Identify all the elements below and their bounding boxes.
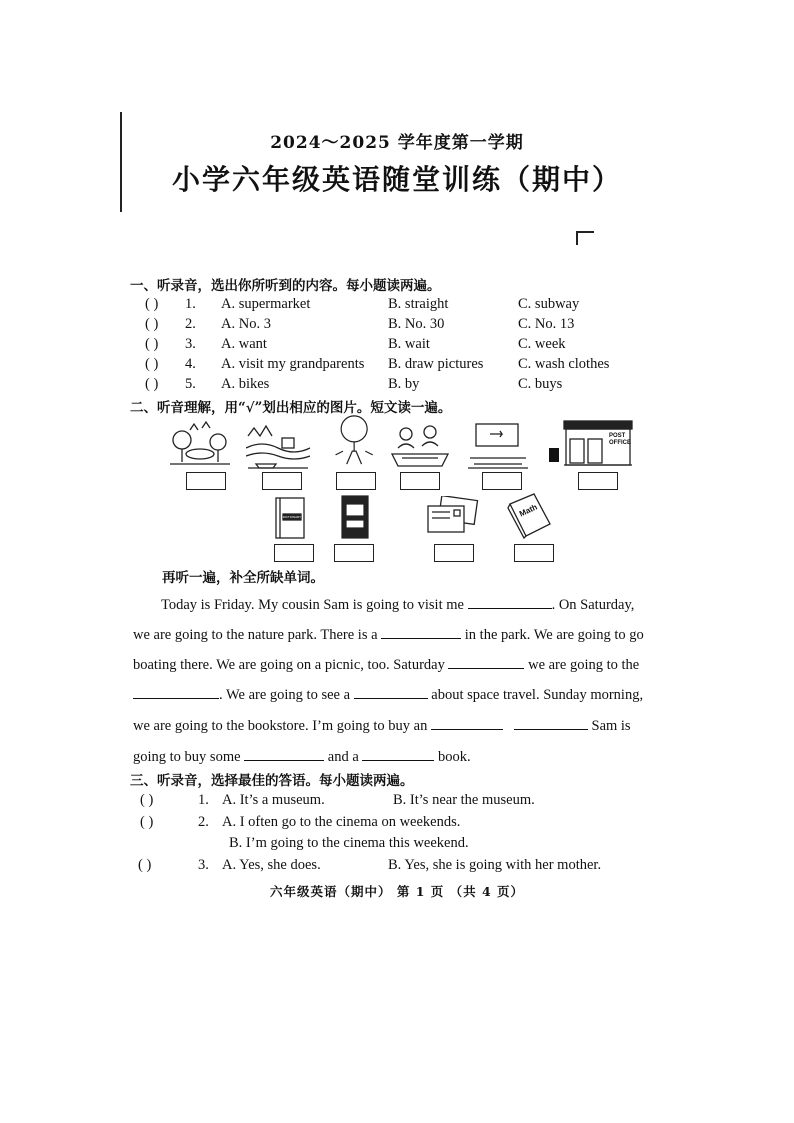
question-number: 3.: [198, 857, 209, 873]
option-b: B. I’m going to the cinema this weekend.: [229, 835, 469, 851]
option-c: C. subway: [518, 296, 580, 312]
cinema-screen-picture: [466, 418, 530, 470]
s1-question-4: [0, 356, 794, 376]
option-a: A. supermarket: [221, 296, 311, 312]
passage-text: Today is Friday. My cousin Sam is going to visit me: [161, 597, 464, 613]
answer-box[interactable]: [400, 472, 440, 490]
passage-line-6: [133, 747, 655, 767]
office-label: OFFICE: [609, 440, 631, 446]
passage-line-5: [133, 716, 655, 736]
comic-book-picture: [340, 494, 370, 540]
option-a: A. I often go to the cinema on weekends.: [222, 814, 461, 830]
answer-paren[interactable]: ( ): [145, 316, 159, 332]
s1-question-3: [0, 336, 794, 356]
passage-line-1: [161, 595, 655, 615]
option-b: B. wait: [388, 336, 430, 352]
tree-path-picture: [324, 414, 388, 466]
passage-text: boating there. We are going on a picnic, too. Saturday: [133, 657, 445, 673]
fill-blank[interactable]: [431, 716, 503, 730]
question-number: 5.: [185, 376, 196, 392]
option-b: B. straight: [388, 296, 449, 312]
section3-title: 三、听录音，选择最佳的答语。每小题读两遍。: [130, 773, 414, 789]
passage-text: going to buy some: [133, 749, 241, 765]
passage-text: about space travel. Sunday morning,: [431, 687, 644, 703]
passage-text: in the park. We are going to go: [464, 627, 644, 643]
fill-blank[interactable]: [381, 625, 461, 639]
answer-box[interactable]: [434, 544, 474, 562]
math-label: Math: [517, 502, 539, 519]
option-a: A. It’s a museum.: [222, 792, 325, 808]
option-b: B. It’s near the museum.: [393, 792, 535, 808]
answer-box[interactable]: [334, 544, 374, 562]
fill-blank[interactable]: [448, 655, 524, 669]
s3-question-2: [0, 814, 794, 834]
answer-box[interactable]: [578, 472, 618, 490]
passage-text: Sam is: [591, 718, 631, 734]
fill-blank[interactable]: [514, 716, 588, 730]
question-number: 4.: [185, 356, 196, 372]
fill-blank[interactable]: [133, 685, 219, 699]
question-number: 1.: [198, 792, 209, 808]
postcards-picture: [426, 496, 480, 540]
option-b: B. Yes, she is going with her mother.: [388, 857, 602, 873]
answer-box[interactable]: [482, 472, 522, 490]
picnic-picture: [388, 418, 452, 470]
answer-paren[interactable]: ( ): [145, 376, 159, 392]
post-office-sign: [609, 433, 631, 447]
option-c: C. buys: [518, 376, 563, 392]
post-label: POST: [609, 433, 626, 439]
post-office-picture: [562, 419, 634, 467]
passage-text: we are going to the nature park. There is a: [133, 627, 378, 643]
answer-box[interactable]: [262, 472, 302, 490]
option-b: B. draw pictures: [388, 356, 484, 372]
option-a: A. No. 3: [221, 316, 271, 332]
passage-text: book.: [438, 749, 471, 765]
option-a: A. Yes, she does.: [222, 857, 321, 873]
option-a: A. want: [221, 336, 267, 352]
question-number: 2.: [198, 814, 209, 830]
s3-question-2-option-b: [0, 835, 794, 855]
option-b: B. by: [388, 376, 420, 392]
section2-subtitle: 再听一遍，补全所缺单词。: [162, 570, 324, 586]
fill-blank[interactable]: [362, 747, 434, 761]
option-b: B. No. 30: [388, 316, 445, 332]
passage-line-3: [133, 655, 655, 675]
passage-text: we are going to the: [528, 657, 640, 673]
option-c: C. No. 13: [518, 316, 575, 332]
park-trees-picture: [168, 418, 232, 470]
passage-text: . On Saturday,: [551, 597, 635, 613]
option-a: A. visit my grandparents: [221, 356, 365, 372]
passage-text: and a: [327, 749, 359, 765]
math-book-picture: [506, 492, 552, 540]
passage-text: . We are going to see a: [219, 687, 351, 703]
answer-paren[interactable]: ( ): [140, 792, 154, 808]
dictionary-picture: [274, 496, 306, 540]
s3-question-3: [0, 857, 794, 877]
fill-blank[interactable]: [244, 747, 324, 761]
answer-box[interactable]: [186, 472, 226, 490]
black-square-marker: [549, 448, 559, 462]
dictionary-label: DICTIONARY: [282, 515, 302, 519]
answer-paren[interactable]: ( ): [140, 814, 154, 830]
section2-title: 二、听音理解，用“√”划出相应的图片。短文读一遍。: [130, 400, 452, 416]
s3-question-1: [0, 792, 794, 812]
passage-line-4: [133, 685, 655, 705]
school-year-heading: 2024～2025 学年度第一学期: [270, 133, 524, 153]
answer-paren[interactable]: ( ): [145, 296, 159, 312]
passage-line-2: [133, 625, 655, 645]
question-number: 3.: [185, 336, 196, 352]
passage-text: we are going to the bookstore. I’m going to buy an: [133, 718, 428, 734]
question-number: 2.: [185, 316, 196, 332]
river-boats-picture: [246, 418, 310, 470]
option-c: C. wash clothes: [518, 356, 610, 372]
answer-box[interactable]: [514, 544, 554, 562]
page-footer: 六年级英语（期中） 第 1 页 （共 4 页）: [269, 884, 524, 899]
answer-box[interactable]: [274, 544, 314, 562]
question-number: 1.: [185, 296, 196, 312]
answer-paren[interactable]: ( ): [145, 356, 159, 372]
s1-question-2: [0, 316, 794, 336]
fill-blank[interactable]: [468, 595, 552, 609]
answer-box[interactable]: [336, 472, 376, 490]
s1-question-1: [0, 296, 794, 316]
answer-paren[interactable]: ( ): [145, 336, 159, 352]
fill-blank[interactable]: [354, 685, 428, 699]
option-c: C. week: [518, 336, 566, 352]
s1-question-5: [0, 376, 794, 396]
section1-title: 一、听录音，选出你所听到的内容。每小题读两遍。: [130, 278, 441, 294]
option-a: A. bikes: [221, 376, 270, 392]
page-title: 小学六年级英语随堂训练（期中）: [171, 163, 622, 196]
corner-mark: [576, 231, 594, 245]
answer-paren[interactable]: ( ): [138, 857, 152, 873]
